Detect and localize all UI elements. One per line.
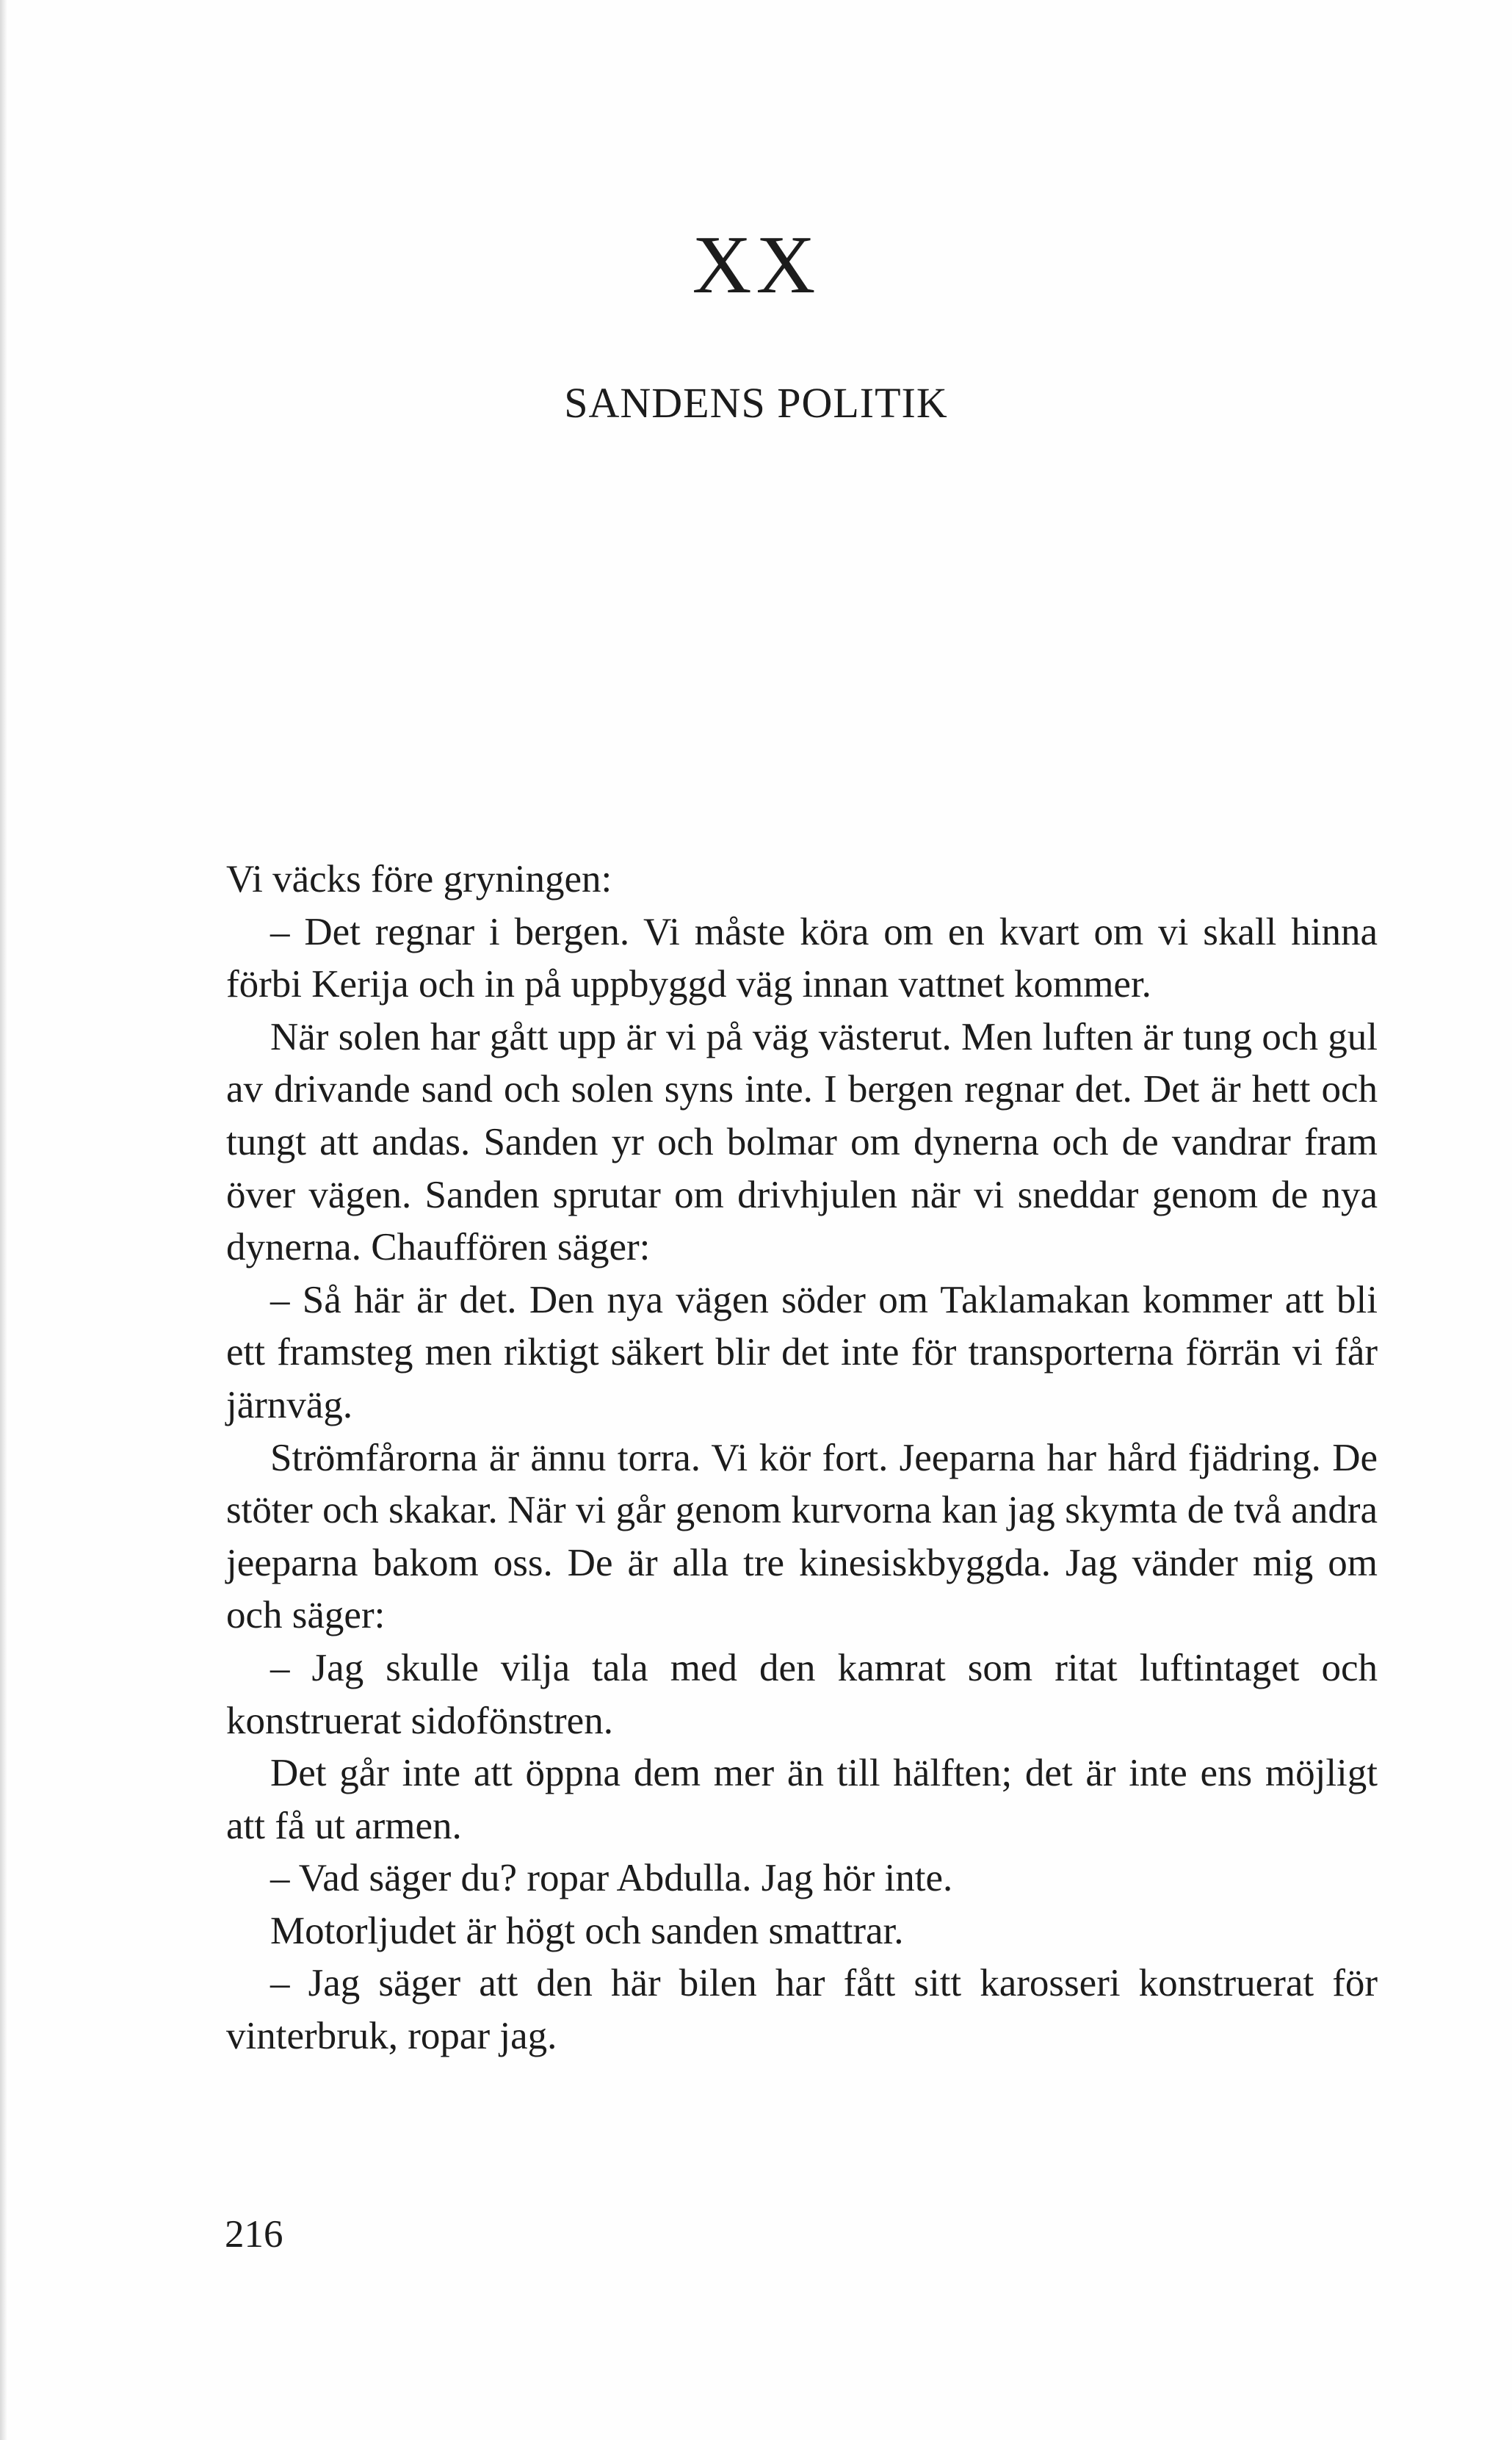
paragraph: – Jag säger att den här bilen har fått sitt karosseri konstruerat för vinterbruk, ropar jag. [226,1962,1378,2058]
body-text [226,853,1378,2063]
paragraph: Motorljudet är högt och sanden smattrar. [270,1909,904,1952]
paragraph: – Det regnar i bergen. Vi måste köra om en kvart om vi skall hinna förbi Kerija och in på uppbyggd väg innan vattnet kommer. [226,910,1378,1006]
paragraph: – Så här är det. Den nya vägen söder om Taklamakan kommer att bli ett framsteg men riktigt säkert blir det inte för transporterna förrän vi får järnväg. [226,1278,1378,1426]
paragraph: – Jag skulle vilja tala med den kamrat som ritat luftintaget och konstruerat sidofönstren. [226,1646,1378,1742]
chapter-title: SANDENS POLITIK [564,379,948,427]
paragraph: Strömfårorna är ännu torra. Vi kör fort. Jeeparna har hård fjädring. De stöter och skakar. När vi går genom kurvorna kan jag skymta de två andra jeeparna bakom oss. De är alla tre kinesiskbyggda. Jag vänder mig om och säger: [226,1436,1378,1637]
page-number: 216 [225,2213,283,2256]
page-edge [0,0,7,2440]
paragraph: Vi väcks före gryningen: [226,858,612,900]
chapter-number: XX [692,220,820,311]
paragraph: Det går inte att öppna dem mer än till hälften; det är inte ens möjligt att få ut armen. [226,1752,1378,1847]
paragraph: När solen har gått upp är vi på väg västerut. Men luften är tung och gul av drivande sand och solen syns inte. I bergen regnar det. Det är hett och tungt att andas. Sanden yr och bolmar om dynerna och de vandrar fram över vägen. Sanden sprutar om drivhjulen när vi sneddar genom de nya dynerna. Chauffören säger: [226,1015,1378,1269]
paragraph: – Vad säger du? ropar Abdulla. Jag hör inte. [270,1857,953,1900]
